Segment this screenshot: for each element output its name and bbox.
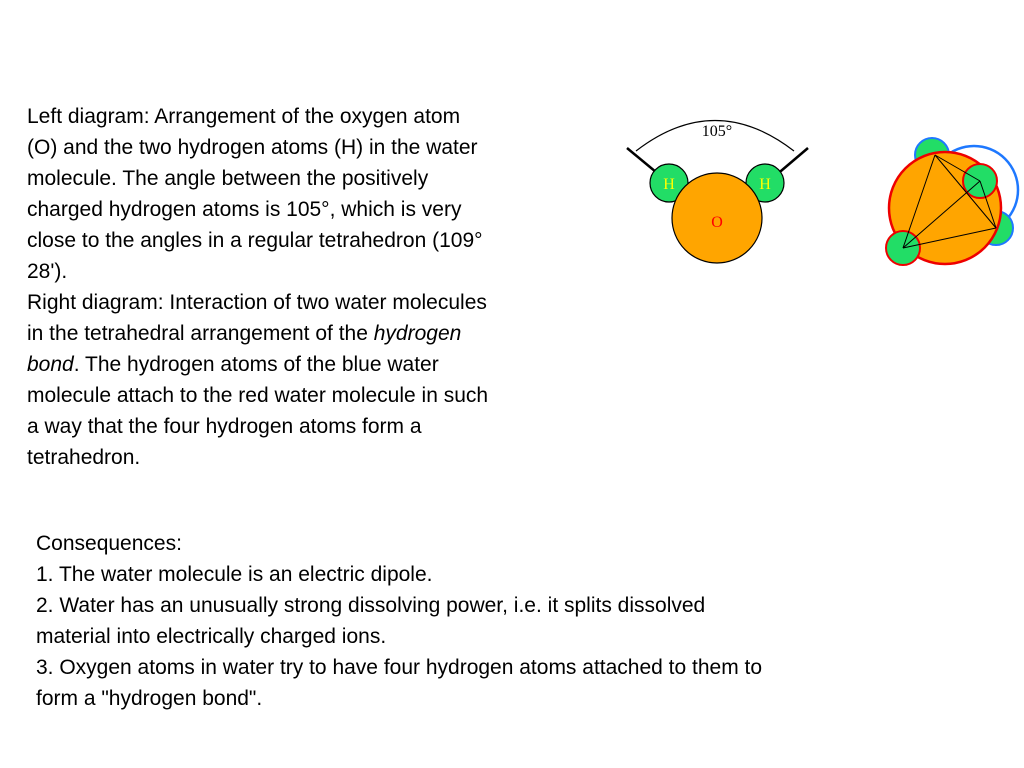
consequence-line-3: material into electrically charged ions. [36,625,387,648]
description-line-10: molecule attach to the red water molecule in such [27,384,489,407]
bond-italic-word: bond [27,353,74,376]
water-molecule-diagram [620,110,820,270]
hydrogen-italic-word: hydrogen [373,322,462,345]
description-line-12: tetrahedron. [27,446,141,469]
consequence-line-2: 2. Water has an unusually strong dissolving power, i.e. it splits dissolved [36,594,706,617]
description-line-7: Right diagram: Interaction of two water molecules [27,291,487,314]
description-line-9 [27,349,597,380]
water-molecule-svg [620,110,820,270]
description-line-11: a way that the four hydrogen atoms form a [27,415,422,438]
description-line-9-text: . The hydrogen atoms of the blue water [73,353,439,376]
consequences-heading: Consequences: [36,532,182,555]
description-line-8-text: in the tetrahedral arrangement of the [27,322,368,345]
consequence-line-1: 1. The water molecule is an electric dipole. [36,563,433,586]
angle-label: 105° [701,123,733,140]
description-line-1: Left diagram: Arrangement of the oxygen atom [27,105,461,128]
left-hydrogen-label: H [663,176,675,193]
description-line-3: molecule. The angle between the positively [27,167,429,190]
consequence-line-4: 3. Oxygen atoms in water try to have four hydrogen atoms attached to them to [36,656,763,679]
consequences-paragraph [36,528,996,714]
description-line-6: 28'). [27,260,68,283]
description-paragraph [27,101,597,473]
tetrahedron-svg [878,128,1024,273]
right-hydrogen-label: H [759,176,771,193]
oxygen-label: O [711,214,723,231]
consequence-line-5: form a "hydrogen bond". [36,687,263,710]
description-line-5: close to the angles in a regular tetrahedron (109° [27,229,483,252]
description-line-8 [27,318,597,349]
description-line-4: charged hydrogen atoms is 105°, which is very [27,198,462,221]
tetrahedron-diagram [878,128,1024,273]
description-line-2: (O) and the two hydrogen atoms (H) in the water [27,136,478,159]
